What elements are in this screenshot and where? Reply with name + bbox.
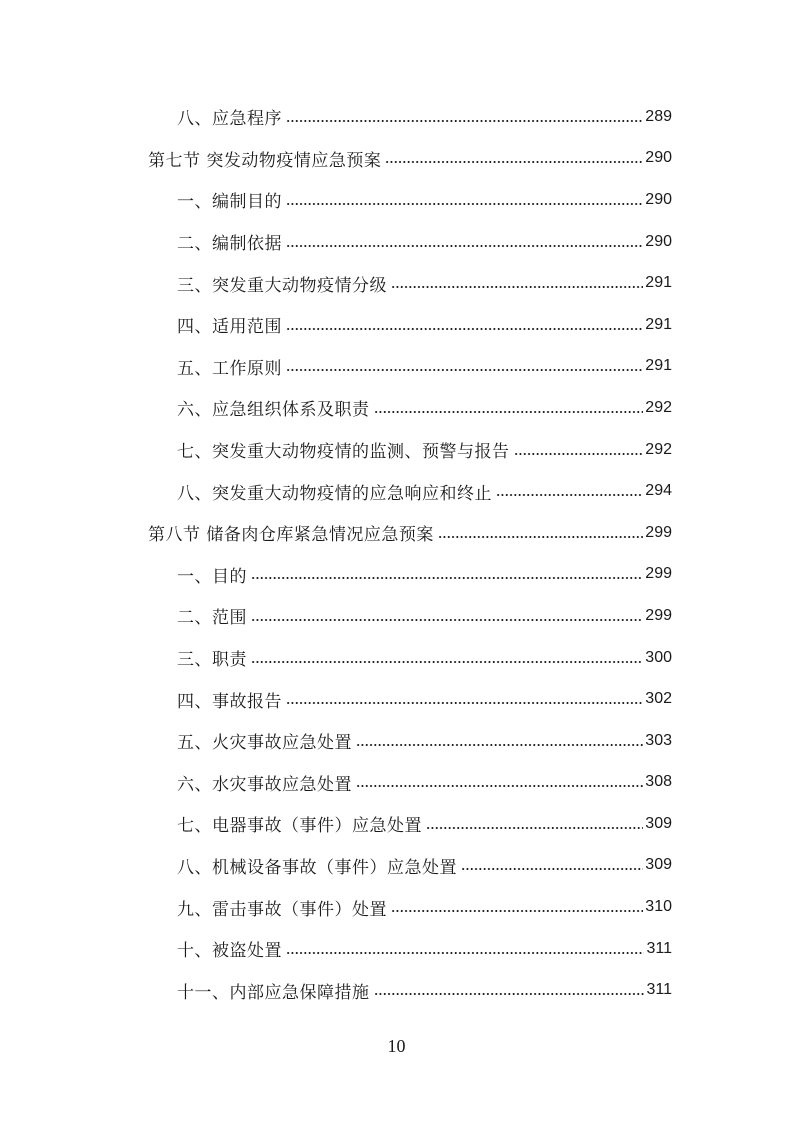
toc-entry-page: 308 bbox=[645, 773, 672, 791]
toc-entry[interactable] bbox=[177, 554, 672, 596]
toc-entry-page: 309 bbox=[645, 814, 672, 832]
toc-entry-page: 303 bbox=[645, 731, 672, 749]
toc-entry[interactable] bbox=[177, 637, 672, 679]
toc-entry-page: 299 bbox=[645, 565, 672, 583]
dot-leader bbox=[374, 411, 644, 413]
toc-entry-title: 九、雷击事故（事件）处置 bbox=[177, 899, 387, 920]
dot-leader bbox=[426, 827, 643, 829]
table-of-contents bbox=[0, 96, 793, 1011]
dot-leader bbox=[385, 161, 643, 163]
toc-entry[interactable] bbox=[177, 387, 672, 429]
toc-entry-page: 290 bbox=[645, 149, 672, 167]
toc-entry-title: 第七节 突发动物疫情应急预案 bbox=[148, 150, 382, 171]
toc-entry-page: 290 bbox=[645, 232, 672, 250]
toc-entry-title: 八、机械设备事故（事件）应急处置 bbox=[177, 857, 457, 878]
dot-leader bbox=[514, 453, 644, 455]
toc-entry-title: 六、应急组织体系及职责 bbox=[177, 400, 370, 421]
toc-entry[interactable] bbox=[177, 886, 672, 928]
toc-entry-title: 十一、内部应急保障措施 bbox=[177, 982, 370, 1003]
toc-entry[interactable] bbox=[177, 179, 672, 221]
toc-entry-page: 290 bbox=[645, 190, 672, 208]
toc-entry-page: 311 bbox=[646, 981, 672, 999]
toc-entry-title: 四、事故报告 bbox=[177, 691, 282, 712]
dot-leader bbox=[356, 785, 643, 787]
dot-leader bbox=[286, 328, 643, 330]
toc-entry-page: 310 bbox=[645, 898, 672, 916]
toc-entry-page: 299 bbox=[645, 606, 672, 624]
toc-entry[interactable] bbox=[177, 845, 672, 887]
dot-leader bbox=[251, 661, 643, 663]
dot-leader bbox=[496, 494, 643, 496]
toc-entry-page: 302 bbox=[645, 690, 672, 708]
toc-entry[interactable] bbox=[177, 262, 672, 304]
toc-entry-title: 六、水灾事故应急处置 bbox=[177, 774, 352, 795]
toc-entry-title: 十、被盗处置 bbox=[177, 941, 282, 962]
toc-entry-title: 四、适用范围 bbox=[177, 317, 282, 338]
toc-entry-page: 292 bbox=[645, 398, 672, 416]
toc-entry-title: 五、工作原则 bbox=[177, 358, 282, 379]
dot-leader bbox=[356, 744, 643, 746]
dot-leader bbox=[286, 702, 643, 704]
toc-entry-page: 309 bbox=[645, 856, 672, 874]
toc-entry-page: 311 bbox=[646, 939, 672, 957]
toc-entry-page: 299 bbox=[645, 523, 672, 541]
dot-leader bbox=[286, 120, 643, 122]
toc-entry-page: 289 bbox=[645, 107, 672, 125]
dot-leader bbox=[461, 868, 643, 870]
toc-entry-page: 300 bbox=[645, 648, 672, 666]
toc-entry[interactable] bbox=[177, 762, 672, 804]
toc-entry-title: 三、职责 bbox=[177, 650, 247, 671]
toc-entry-title: 一、目的 bbox=[177, 566, 247, 587]
toc-entry-page: 291 bbox=[645, 357, 672, 375]
dot-leader bbox=[251, 619, 643, 621]
toc-section-entry[interactable] bbox=[148, 138, 672, 180]
toc-entry[interactable] bbox=[177, 595, 672, 637]
dot-leader bbox=[286, 203, 643, 205]
toc-entry-title: 二、范围 bbox=[177, 608, 247, 629]
toc-entry[interactable] bbox=[177, 678, 672, 720]
toc-entry-page: 294 bbox=[645, 482, 672, 500]
toc-entry-page: 292 bbox=[645, 440, 672, 458]
dot-leader bbox=[391, 910, 643, 912]
dot-leader bbox=[286, 245, 643, 247]
toc-entry[interactable] bbox=[177, 221, 672, 263]
dot-leader bbox=[391, 286, 643, 288]
toc-entry-title: 第八节 储备肉仓库紧急情况应急预案 bbox=[148, 525, 434, 546]
toc-entry-title: 五、火灾事故应急处置 bbox=[177, 733, 352, 754]
toc-entry-page: 291 bbox=[645, 315, 672, 333]
toc-entry[interactable] bbox=[177, 720, 672, 762]
toc-entry[interactable] bbox=[177, 346, 672, 388]
toc-entry[interactable] bbox=[177, 96, 672, 138]
toc-entry-title: 七、电器事故（事件）应急处置 bbox=[177, 816, 422, 837]
toc-entry-title: 一、编制目的 bbox=[177, 192, 282, 213]
dot-leader bbox=[251, 577, 643, 579]
toc-entry-title: 二、编制依据 bbox=[177, 234, 282, 255]
dot-leader bbox=[286, 369, 643, 371]
toc-entry[interactable] bbox=[177, 928, 672, 970]
toc-section-entry[interactable] bbox=[148, 512, 672, 554]
dot-leader bbox=[374, 993, 645, 995]
toc-entry[interactable] bbox=[177, 304, 672, 346]
toc-entry-title: 三、突发重大动物疫情分级 bbox=[177, 275, 387, 296]
dot-leader bbox=[438, 536, 643, 538]
toc-entry[interactable] bbox=[177, 803, 672, 845]
page-number: 10 bbox=[387, 1036, 406, 1056]
toc-entry-title: 八、突发重大动物疫情的应急响应和终止 bbox=[177, 483, 492, 504]
dot-leader bbox=[286, 952, 644, 954]
toc-entry[interactable] bbox=[177, 429, 672, 471]
toc-entry-title: 七、突发重大动物疫情的监测、预警与报告 bbox=[177, 442, 510, 463]
toc-entry-page: 291 bbox=[645, 274, 672, 292]
toc-entry[interactable] bbox=[177, 969, 672, 1011]
toc-entry[interactable] bbox=[177, 470, 672, 512]
toc-entry-title: 八、应急程序 bbox=[177, 109, 282, 130]
